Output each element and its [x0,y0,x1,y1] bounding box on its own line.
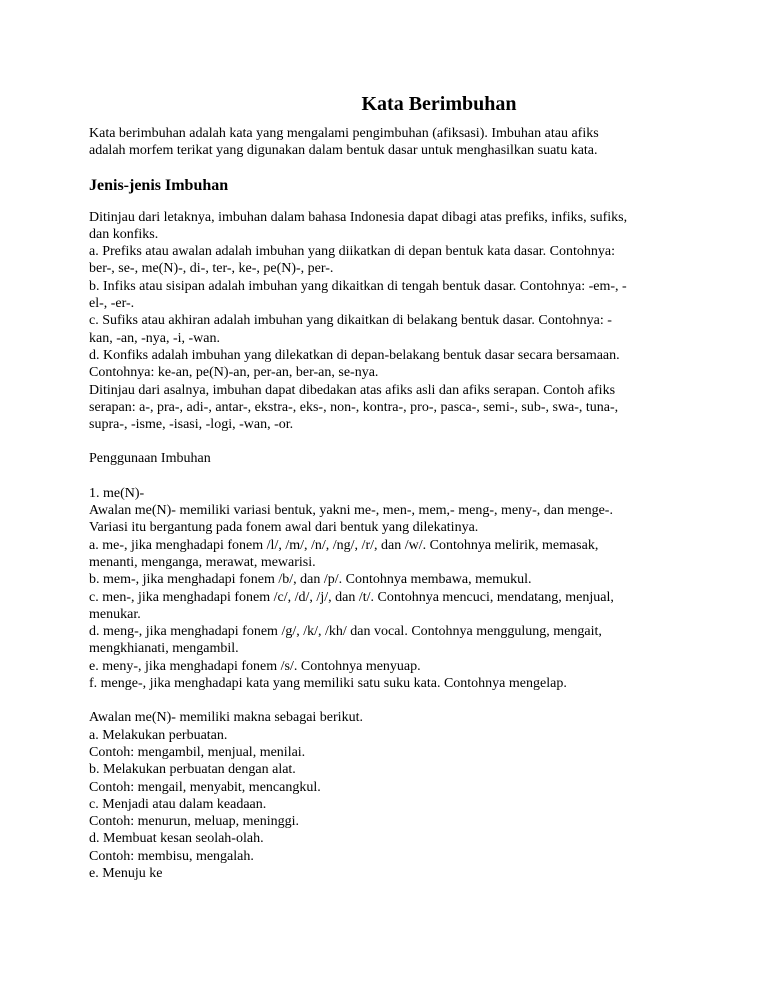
section-jenis-paragraph [89,209,689,434]
section-men-paragraph [89,485,689,693]
blank-line [89,692,689,709]
text-line: e. meny-, jika menghadapi fonem /s/. Contohnya menyuap. [89,658,421,674]
text-line: d. Konfiks adalah imbuhan yang dilekatkan di depan-belakang bentuk dasar secara bersamaan. [89,347,620,363]
text-line: a. Prefiks atau awalan adalah imbuhan yang diikatkan di depan bentuk kata dasar. Contohnya: [89,244,616,260]
text-line: d. meng-, jika menghadapi fonem /g/, /k/, /kh/ dan vocal. Contohnya menggulung, mengait, [89,624,602,640]
text-line: c. men-, jika menghadapi fonem /c/, /d/, /j/, dan /t/. Contohnya mencuci, mendatang, menjual, [89,589,614,605]
section-makna-paragraph [89,709,689,882]
text-line: Ditinjau dari letaknya, imbuhan dalam bahasa Indonesia dapat dibagi atas prefiks, infiks, sufiks, [89,209,628,225]
text-line: Awalan me(N)- memiliki variasi bentuk, yakni me-, men-, mem,- meng-, meny-, dan menge-. [89,503,613,519]
text-line: b. Melakukan perbuatan dengan alat. [89,762,296,778]
section-penggunaan-heading [89,450,689,467]
intro-paragraph [89,125,689,160]
text-line: Kata berimbuhan adalah kata yang mengalami pengimbuhan (afiksasi). Imbuhan atau afiks [89,126,599,141]
text-line: Variasi itu bergantung pada fonem awal dari bentuk yang dilekatinya. [89,520,479,536]
text-line: Contohnya: ke-an, pe(N)-an, per-an, ber-an, se-nya. [89,365,379,381]
text-line: Contoh: menurun, meluap, meninggi. [89,814,299,830]
blank-line [89,433,689,450]
text-line: supra-, -isme, -isasi, -logi, -wan, -or. [89,417,294,433]
text-line: a. Melakukan perbuatan. [89,727,228,743]
blank-line [89,468,689,485]
text-line: el-, -er-. [89,296,135,312]
document-page [89,93,689,882]
text-line: Ditinjau dari asalnya, imbuhan dapat dibedakan atas afiks asli dan afiks serapan. Contoh afiks [89,382,616,398]
text-line: d. Membuat kesan seolah-olah. [89,831,264,847]
text-line: Contoh: mengail, menyabit, mencangkul. [89,779,321,795]
text-line: a. me-, jika menghadapi fonem /l/, /m/, /n/, /ng/, /r/, dan /w/. Contohnya melirik, memasak, [89,537,599,553]
text-line: mengkhianati, mengambil. [89,641,239,657]
text-line: serapan: a-, pra-, adi-, antar-, ekstra-, eks-, non-, kontra-, pro-, pasca-, semi-, sub-, swa-, tuna-, [89,399,619,415]
text-line: c. Menjadi atau dalam keadaan. [89,796,267,812]
page-title: Kata Berimbuhan [361,93,517,115]
text-line: kan, -an, -nya, -i, -wan. [89,330,221,346]
text-line: 1. me(N)- [89,485,145,501]
text-line: c. Sufiks atau akhiran adalah imbuhan yang dikaitkan di belakang bentuk dasar. Contohnya: - [89,313,612,329]
text-line: adalah morfem terikat yang digunakan dalam bentuk dasar untuk menghasilkan suatu kata. [89,143,598,159]
subheading-text: Penggunaan Imbuhan [89,451,211,467]
section-heading-jenis: Jenis-jenis Imbuhan [89,176,229,194]
text-line: menanti, menganga, merawat, mewarisi. [89,554,316,570]
text-line: menukar. [89,606,141,622]
text-line: e. Menuju ke [89,865,163,881]
text-line: Awalan me(N)- memiliki makna sebagai berikut. [89,710,363,726]
text-line: dan konfiks. [89,226,159,242]
text-line: Contoh: membisu, mengalah. [89,848,254,864]
text-line: ber-, se-, me(N)-, di-, ter-, ke-, pe(N)-, per-. [89,261,334,277]
text-line: f. menge-, jika menghadapi kata yang memiliki satu suku kata. Contohnya mengelap. [89,676,567,692]
text-line: b. mem-, jika menghadapi fonem /b/, dan /p/. Contohnya membawa, memukul. [89,572,532,588]
text-line: Contoh: mengambil, menjual, menilai. [89,744,306,760]
text-line: b. Infiks atau sisipan adalah imbuhan yang dikaitkan di tengah bentuk dasar. Contohnya: -em-, - [89,278,627,294]
